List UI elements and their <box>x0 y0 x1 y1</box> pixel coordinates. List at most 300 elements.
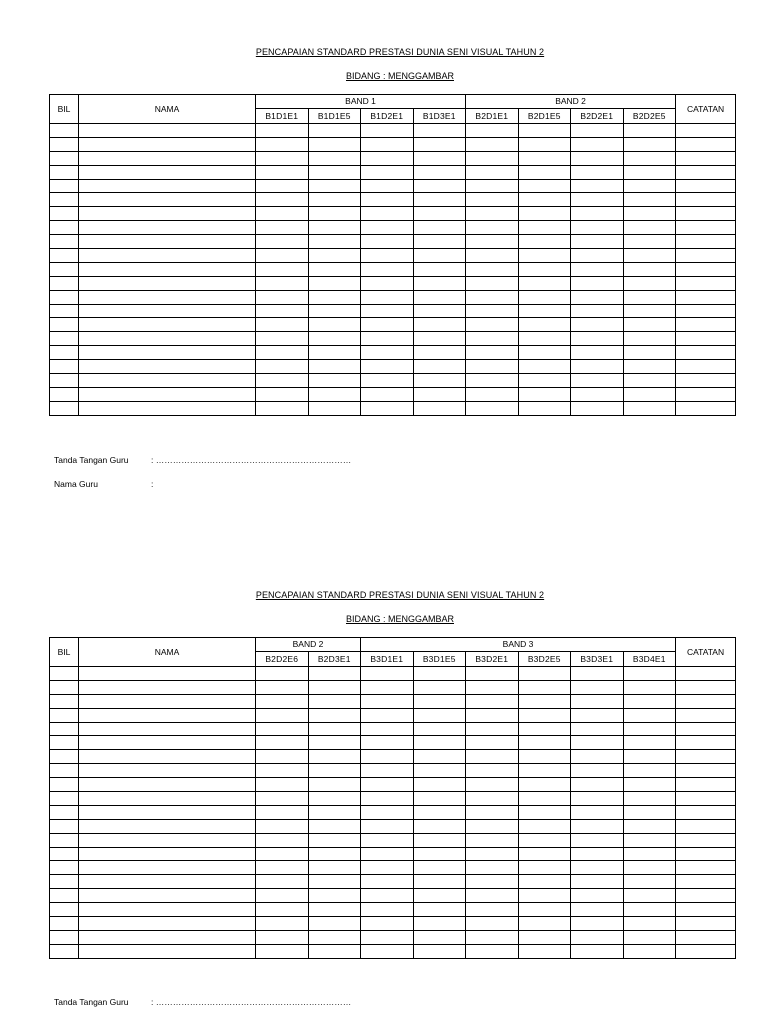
table-cell[interactable] <box>79 276 256 290</box>
table-cell[interactable] <box>79 401 256 415</box>
table-cell[interactable] <box>361 332 414 346</box>
table-cell[interactable] <box>413 764 466 778</box>
table-cell[interactable] <box>518 875 571 889</box>
table-cell[interactable] <box>623 708 676 722</box>
table-cell[interactable] <box>571 917 624 931</box>
table-cell[interactable] <box>676 374 736 388</box>
table-cell[interactable] <box>413 304 466 318</box>
table-cell[interactable] <box>413 137 466 151</box>
table-cell[interactable] <box>571 694 624 708</box>
table-cell[interactable] <box>50 249 79 263</box>
table-cell[interactable] <box>79 193 256 207</box>
table-cell[interactable] <box>676 165 736 179</box>
table-cell[interactable] <box>256 792 309 806</box>
table-cell[interactable] <box>308 332 361 346</box>
table-cell[interactable] <box>50 903 79 917</box>
table-cell[interactable] <box>623 930 676 944</box>
table-cell[interactable] <box>518 819 571 833</box>
table-cell[interactable] <box>308 137 361 151</box>
table-cell[interactable] <box>676 778 736 792</box>
table-cell[interactable] <box>361 179 414 193</box>
table-cell[interactable] <box>50 833 79 847</box>
table-cell[interactable] <box>79 778 256 792</box>
table-cell[interactable] <box>79 249 256 263</box>
table-cell[interactable] <box>79 346 256 360</box>
table-cell[interactable] <box>571 193 624 207</box>
table-cell[interactable] <box>623 764 676 778</box>
table-cell[interactable] <box>518 667 571 681</box>
table-cell[interactable] <box>50 235 79 249</box>
table-cell[interactable] <box>361 833 414 847</box>
table-cell[interactable] <box>571 124 624 138</box>
table-cell[interactable] <box>466 792 519 806</box>
table-cell[interactable] <box>361 401 414 415</box>
table-cell[interactable] <box>623 889 676 903</box>
table-cell[interactable] <box>623 875 676 889</box>
table-cell[interactable] <box>361 750 414 764</box>
table-cell[interactable] <box>571 819 624 833</box>
table-cell[interactable] <box>571 778 624 792</box>
table-cell[interactable] <box>676 401 736 415</box>
table-cell[interactable] <box>676 708 736 722</box>
table-cell[interactable] <box>676 360 736 374</box>
table-cell[interactable] <box>571 346 624 360</box>
table-cell[interactable] <box>413 221 466 235</box>
table-cell[interactable] <box>50 667 79 681</box>
table-cell[interactable] <box>50 124 79 138</box>
table-cell[interactable] <box>676 917 736 931</box>
table-cell[interactable] <box>623 151 676 165</box>
table-cell[interactable] <box>413 889 466 903</box>
table-cell[interactable] <box>413 680 466 694</box>
table-cell[interactable] <box>623 387 676 401</box>
table-cell[interactable] <box>413 193 466 207</box>
table-cell[interactable] <box>466 903 519 917</box>
table-cell[interactable] <box>413 401 466 415</box>
table-cell[interactable] <box>79 304 256 318</box>
table-cell[interactable] <box>79 930 256 944</box>
table-cell[interactable] <box>571 304 624 318</box>
table-cell[interactable] <box>571 137 624 151</box>
table-cell[interactable] <box>256 360 309 374</box>
table-cell[interactable] <box>623 667 676 681</box>
table-cell[interactable] <box>308 667 361 681</box>
table-cell[interactable] <box>518 137 571 151</box>
table-cell[interactable] <box>623 360 676 374</box>
table-cell[interactable] <box>623 221 676 235</box>
table-cell[interactable] <box>571 903 624 917</box>
table-cell[interactable] <box>518 374 571 388</box>
table-cell[interactable] <box>50 290 79 304</box>
table-cell[interactable] <box>466 750 519 764</box>
table-cell[interactable] <box>308 401 361 415</box>
table-cell[interactable] <box>466 276 519 290</box>
table-cell[interactable] <box>79 374 256 388</box>
table-cell[interactable] <box>466 667 519 681</box>
table-cell[interactable] <box>676 387 736 401</box>
table-cell[interactable] <box>308 917 361 931</box>
table-cell[interactable] <box>256 680 309 694</box>
table-cell[interactable] <box>361 917 414 931</box>
table-cell[interactable] <box>256 387 309 401</box>
table-cell[interactable] <box>50 917 79 931</box>
table-cell[interactable] <box>413 179 466 193</box>
table-cell[interactable] <box>308 276 361 290</box>
table-cell[interactable] <box>79 137 256 151</box>
table-cell[interactable] <box>466 332 519 346</box>
table-cell[interactable] <box>676 694 736 708</box>
table-cell[interactable] <box>571 249 624 263</box>
table-cell[interactable] <box>571 861 624 875</box>
table-cell[interactable] <box>361 165 414 179</box>
table-cell[interactable] <box>79 151 256 165</box>
table-cell[interactable] <box>308 179 361 193</box>
table-cell[interactable] <box>518 387 571 401</box>
table-cell[interactable] <box>256 847 309 861</box>
table-cell[interactable] <box>308 680 361 694</box>
table-cell[interactable] <box>308 889 361 903</box>
table-cell[interactable] <box>676 792 736 806</box>
table-cell[interactable] <box>466 207 519 221</box>
table-cell[interactable] <box>623 680 676 694</box>
table-cell[interactable] <box>676 235 736 249</box>
table-cell[interactable] <box>518 861 571 875</box>
table-cell[interactable] <box>308 903 361 917</box>
table-cell[interactable] <box>308 165 361 179</box>
table-cell[interactable] <box>308 805 361 819</box>
table-cell[interactable] <box>413 792 466 806</box>
table-cell[interactable] <box>623 903 676 917</box>
table-cell[interactable] <box>256 221 309 235</box>
table-cell[interactable] <box>466 736 519 750</box>
table-cell[interactable] <box>623 944 676 958</box>
table-cell[interactable] <box>466 805 519 819</box>
table-cell[interactable] <box>79 833 256 847</box>
table-cell[interactable] <box>361 346 414 360</box>
table-cell[interactable] <box>623 207 676 221</box>
table-cell[interactable] <box>623 750 676 764</box>
table-cell[interactable] <box>308 875 361 889</box>
table-cell[interactable] <box>50 262 79 276</box>
table-cell[interactable] <box>361 151 414 165</box>
table-cell[interactable] <box>571 318 624 332</box>
table-cell[interactable] <box>676 276 736 290</box>
table-cell[interactable] <box>466 694 519 708</box>
table-cell[interactable] <box>413 387 466 401</box>
table-cell[interactable] <box>518 889 571 903</box>
table-cell[interactable] <box>308 124 361 138</box>
table-cell[interactable] <box>413 944 466 958</box>
table-cell[interactable] <box>256 193 309 207</box>
table-cell[interactable] <box>361 276 414 290</box>
table-cell[interactable] <box>413 165 466 179</box>
table-cell[interactable] <box>79 875 256 889</box>
table-cell[interactable] <box>361 235 414 249</box>
table-cell[interactable] <box>571 833 624 847</box>
table-cell[interactable] <box>361 889 414 903</box>
table-cell[interactable] <box>50 889 79 903</box>
table-cell[interactable] <box>518 930 571 944</box>
table-cell[interactable] <box>466 889 519 903</box>
table-cell[interactable] <box>50 680 79 694</box>
table-cell[interactable] <box>518 249 571 263</box>
table-cell[interactable] <box>256 875 309 889</box>
table-cell[interactable] <box>571 221 624 235</box>
table-cell[interactable] <box>518 179 571 193</box>
table-cell[interactable] <box>518 708 571 722</box>
table-cell[interactable] <box>518 207 571 221</box>
table-cell[interactable] <box>361 387 414 401</box>
table-cell[interactable] <box>361 207 414 221</box>
table-cell[interactable] <box>623 401 676 415</box>
table-cell[interactable] <box>50 401 79 415</box>
table-cell[interactable] <box>676 750 736 764</box>
table-cell[interactable] <box>571 889 624 903</box>
table-cell[interactable] <box>361 137 414 151</box>
table-cell[interactable] <box>676 151 736 165</box>
table-cell[interactable] <box>256 374 309 388</box>
table-cell[interactable] <box>518 360 571 374</box>
table-cell[interactable] <box>466 708 519 722</box>
table-cell[interactable] <box>623 137 676 151</box>
table-cell[interactable] <box>256 722 309 736</box>
table-cell[interactable] <box>676 193 736 207</box>
table-cell[interactable] <box>256 137 309 151</box>
table-cell[interactable] <box>308 318 361 332</box>
table-cell[interactable] <box>361 124 414 138</box>
table-cell[interactable] <box>413 332 466 346</box>
table-cell[interactable] <box>79 750 256 764</box>
table-cell[interactable] <box>518 778 571 792</box>
table-cell[interactable] <box>79 861 256 875</box>
table-cell[interactable] <box>518 750 571 764</box>
table-cell[interactable] <box>50 764 79 778</box>
table-cell[interactable] <box>256 401 309 415</box>
table-cell[interactable] <box>79 736 256 750</box>
table-cell[interactable] <box>256 819 309 833</box>
table-cell[interactable] <box>79 165 256 179</box>
table-cell[interactable] <box>256 249 309 263</box>
table-cell[interactable] <box>50 805 79 819</box>
table-cell[interactable] <box>50 930 79 944</box>
table-cell[interactable] <box>571 736 624 750</box>
table-cell[interactable] <box>571 722 624 736</box>
table-cell[interactable] <box>308 387 361 401</box>
table-cell[interactable] <box>571 805 624 819</box>
table-cell[interactable] <box>361 736 414 750</box>
table-cell[interactable] <box>413 708 466 722</box>
table-cell[interactable] <box>466 764 519 778</box>
table-cell[interactable] <box>256 290 309 304</box>
table-cell[interactable] <box>518 290 571 304</box>
table-cell[interactable] <box>413 861 466 875</box>
table-cell[interactable] <box>623 778 676 792</box>
table-cell[interactable] <box>79 708 256 722</box>
table-cell[interactable] <box>308 207 361 221</box>
table-cell[interactable] <box>308 221 361 235</box>
table-cell[interactable] <box>50 179 79 193</box>
table-cell[interactable] <box>571 930 624 944</box>
table-cell[interactable] <box>623 276 676 290</box>
table-cell[interactable] <box>518 833 571 847</box>
table-cell[interactable] <box>518 318 571 332</box>
table-cell[interactable] <box>79 179 256 193</box>
table-cell[interactable] <box>676 805 736 819</box>
table-cell[interactable] <box>623 179 676 193</box>
table-cell[interactable] <box>466 387 519 401</box>
table-cell[interactable] <box>79 332 256 346</box>
table-cell[interactable] <box>50 221 79 235</box>
table-cell[interactable] <box>413 694 466 708</box>
table-cell[interactable] <box>308 249 361 263</box>
table-cell[interactable] <box>466 778 519 792</box>
table-cell[interactable] <box>413 903 466 917</box>
table-cell[interactable] <box>571 680 624 694</box>
table-cell[interactable] <box>308 360 361 374</box>
table-cell[interactable] <box>79 262 256 276</box>
table-cell[interactable] <box>308 304 361 318</box>
table-cell[interactable] <box>676 249 736 263</box>
table-cell[interactable] <box>623 722 676 736</box>
table-cell[interactable] <box>623 290 676 304</box>
table-cell[interactable] <box>361 930 414 944</box>
table-cell[interactable] <box>361 944 414 958</box>
table-cell[interactable] <box>676 667 736 681</box>
table-cell[interactable] <box>518 124 571 138</box>
table-cell[interactable] <box>413 930 466 944</box>
table-cell[interactable] <box>256 750 309 764</box>
table-cell[interactable] <box>571 290 624 304</box>
table-cell[interactable] <box>413 778 466 792</box>
table-cell[interactable] <box>413 819 466 833</box>
table-cell[interactable] <box>518 944 571 958</box>
table-cell[interactable] <box>466 944 519 958</box>
table-cell[interactable] <box>676 332 736 346</box>
table-cell[interactable] <box>361 708 414 722</box>
table-cell[interactable] <box>50 332 79 346</box>
table-cell[interactable] <box>256 944 309 958</box>
table-cell[interactable] <box>518 304 571 318</box>
table-cell[interactable] <box>308 722 361 736</box>
table-cell[interactable] <box>256 179 309 193</box>
table-cell[interactable] <box>413 875 466 889</box>
table-cell[interactable] <box>79 917 256 931</box>
table-cell[interactable] <box>308 833 361 847</box>
table-cell[interactable] <box>413 667 466 681</box>
table-cell[interactable] <box>79 944 256 958</box>
table-cell[interactable] <box>466 249 519 263</box>
table-cell[interactable] <box>676 318 736 332</box>
table-cell[interactable] <box>623 819 676 833</box>
table-cell[interactable] <box>413 249 466 263</box>
table-cell[interactable] <box>676 221 736 235</box>
table-cell[interactable] <box>413 374 466 388</box>
table-cell[interactable] <box>256 903 309 917</box>
table-cell[interactable] <box>50 861 79 875</box>
table-cell[interactable] <box>466 235 519 249</box>
table-cell[interactable] <box>623 805 676 819</box>
table-cell[interactable] <box>518 165 571 179</box>
table-cell[interactable] <box>518 792 571 806</box>
table-cell[interactable] <box>308 290 361 304</box>
table-cell[interactable] <box>361 374 414 388</box>
table-cell[interactable] <box>571 847 624 861</box>
table-cell[interactable] <box>676 944 736 958</box>
table-cell[interactable] <box>676 304 736 318</box>
table-cell[interactable] <box>50 346 79 360</box>
table-cell[interactable] <box>361 819 414 833</box>
table-cell[interactable] <box>50 387 79 401</box>
table-cell[interactable] <box>361 792 414 806</box>
table-cell[interactable] <box>623 694 676 708</box>
table-cell[interactable] <box>79 124 256 138</box>
table-cell[interactable] <box>623 833 676 847</box>
table-cell[interactable] <box>676 207 736 221</box>
table-cell[interactable] <box>518 401 571 415</box>
table-cell[interactable] <box>256 346 309 360</box>
table-cell[interactable] <box>571 207 624 221</box>
table-cell[interactable] <box>413 722 466 736</box>
table-cell[interactable] <box>466 221 519 235</box>
table-cell[interactable] <box>50 207 79 221</box>
table-cell[interactable] <box>50 875 79 889</box>
table-cell[interactable] <box>308 930 361 944</box>
table-cell[interactable] <box>623 847 676 861</box>
table-cell[interactable] <box>571 262 624 276</box>
table-cell[interactable] <box>571 276 624 290</box>
table-cell[interactable] <box>79 318 256 332</box>
table-cell[interactable] <box>50 360 79 374</box>
table-cell[interactable] <box>571 764 624 778</box>
table-cell[interactable] <box>518 805 571 819</box>
table-cell[interactable] <box>361 847 414 861</box>
table-cell[interactable] <box>308 708 361 722</box>
table-cell[interactable] <box>361 680 414 694</box>
table-cell[interactable] <box>676 124 736 138</box>
table-cell[interactable] <box>308 764 361 778</box>
table-cell[interactable] <box>50 318 79 332</box>
table-cell[interactable] <box>623 304 676 318</box>
table-cell[interactable] <box>256 235 309 249</box>
table-cell[interactable] <box>676 875 736 889</box>
table-cell[interactable] <box>623 235 676 249</box>
table-cell[interactable] <box>676 847 736 861</box>
table-cell[interactable] <box>308 736 361 750</box>
table-cell[interactable] <box>571 165 624 179</box>
table-cell[interactable] <box>466 151 519 165</box>
table-cell[interactable] <box>256 708 309 722</box>
table-cell[interactable] <box>676 722 736 736</box>
table-cell[interactable] <box>50 708 79 722</box>
table-cell[interactable] <box>361 667 414 681</box>
table-cell[interactable] <box>518 903 571 917</box>
table-cell[interactable] <box>466 318 519 332</box>
table-cell[interactable] <box>623 861 676 875</box>
table-cell[interactable] <box>79 235 256 249</box>
table-cell[interactable] <box>79 667 256 681</box>
table-cell[interactable] <box>466 680 519 694</box>
table-cell[interactable] <box>413 151 466 165</box>
table-cell[interactable] <box>518 193 571 207</box>
table-cell[interactable] <box>256 889 309 903</box>
table-cell[interactable] <box>361 360 414 374</box>
table-cell[interactable] <box>308 262 361 276</box>
table-cell[interactable] <box>79 792 256 806</box>
table-cell[interactable] <box>413 207 466 221</box>
table-cell[interactable] <box>623 332 676 346</box>
table-cell[interactable] <box>518 332 571 346</box>
table-cell[interactable] <box>413 360 466 374</box>
